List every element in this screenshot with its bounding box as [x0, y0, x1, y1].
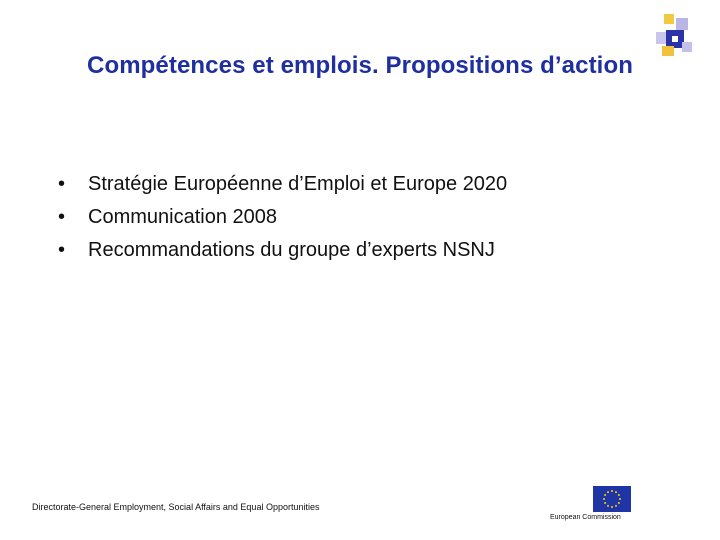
- bullet-dot: •: [58, 239, 66, 261]
- bullet-dot: •: [58, 206, 66, 228]
- bullet-item: [58, 168, 507, 201]
- bullet-item: [58, 201, 507, 234]
- logo-square-lilac-bottom-right: [682, 42, 692, 52]
- eu-flag-stars: [593, 486, 631, 512]
- logo-square-lilac-left: [656, 32, 666, 44]
- bullet-dot: •: [58, 173, 66, 195]
- bullet-list: [58, 168, 507, 267]
- logo-square-yellow-top: [664, 14, 674, 24]
- footer-directorate: Directorate-General Employment, Social Affairs and Equal Opportunities: [32, 502, 320, 512]
- bullet-text: Recommandations du groupe d’experts NSNJ: [88, 239, 495, 261]
- bullet-item: [58, 234, 507, 267]
- eu-commission-label: European Commission: [550, 514, 621, 521]
- bullet-text: Stratégie Européenne d’Emploi et Europe 2020: [88, 173, 508, 195]
- slide-title: Compétences et emplois. Propositions d’action: [87, 52, 633, 79]
- logo-square-lilac-top-right: [676, 18, 688, 30]
- bullet-text: Communication 2008: [88, 206, 277, 228]
- logo-square-white-center: [672, 36, 678, 42]
- eu-flag-icon: [593, 486, 631, 512]
